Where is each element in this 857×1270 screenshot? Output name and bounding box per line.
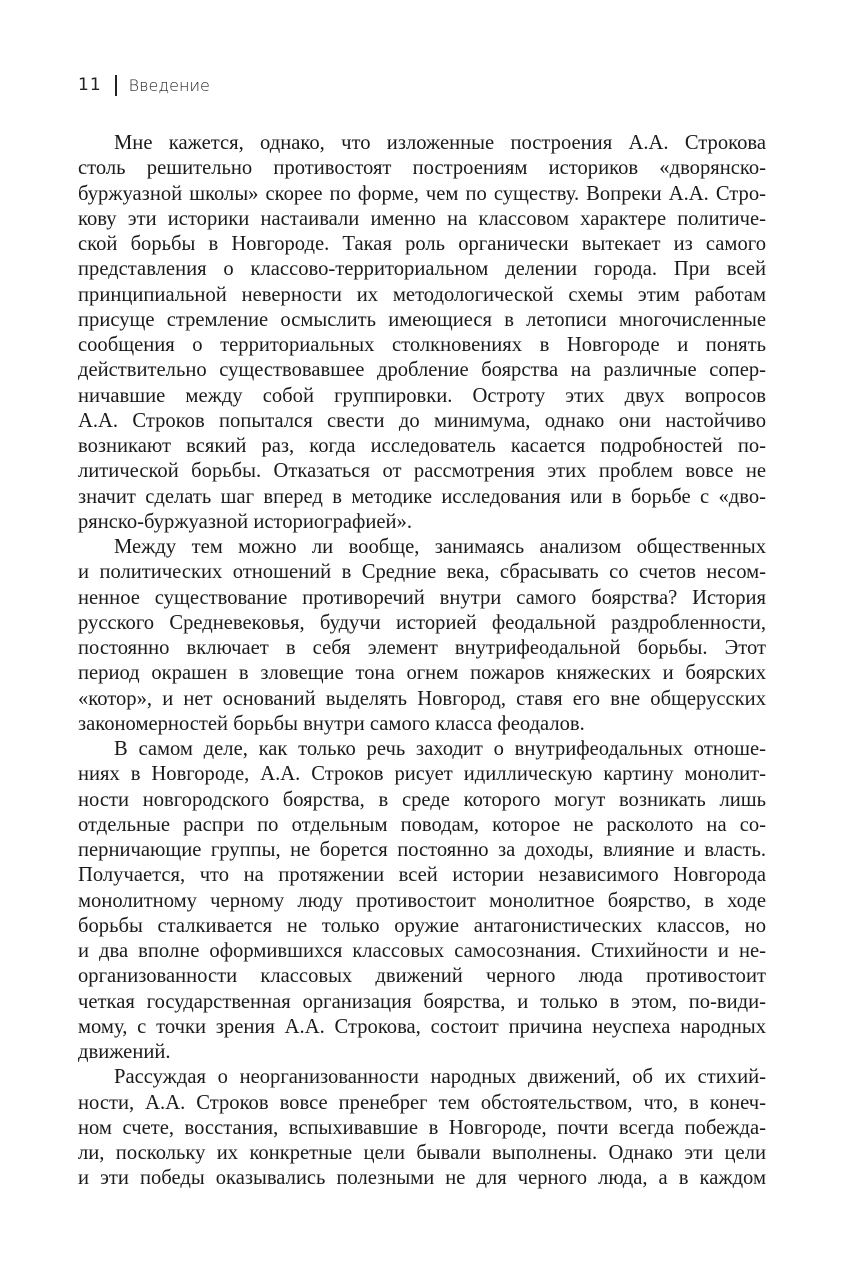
text-line: ненное существование противоречий внутри самого боярства? История xyxy=(78,586,766,609)
text-line: значит сделать шаг вперед в методике исследования или в борьбе с «дво- xyxy=(78,485,766,508)
paragraph xyxy=(78,1065,766,1191)
text-line: ниях в Новгороде, А.А. Строков рисует идиллическую картину монолит- xyxy=(78,763,766,786)
text-line: ничавшие между собой группировки. Остроту этих двух вопросов xyxy=(78,384,766,407)
text-line: закономерностей борьбы внутри самого класса феодалов. xyxy=(78,712,585,735)
text-line: и эти победы оказывались полезными не для черного люда, а в каждом xyxy=(78,1167,766,1190)
text-line: возникают всякий раз, когда исследователь касается подробностей по- xyxy=(78,435,766,457)
header-separator xyxy=(115,75,117,96)
text-line: действительно существовавшее дробление боярства на различные сопер- xyxy=(78,359,766,382)
text-line: ской борьбы в Новгороде. Такая роль органически вытекает из самого xyxy=(78,233,766,255)
text-line: монолитному черному люду противостоит монолитное боярство, в ходе xyxy=(78,889,766,912)
text-line: и политических отношений в Средние века, сбрасывать со счетов несом- xyxy=(78,561,766,584)
text-line: ности, А.А. Строков вовсе пренебрег тем обстоятельством, что, в конеч- xyxy=(78,1091,766,1114)
text-line: В самом деле, как только речь заходит о внутрифеодальных отноше- xyxy=(114,738,766,760)
text-line: ли, поскольку их конкретные цели бывали выполнены. Однако эти цели xyxy=(78,1142,766,1164)
paragraph xyxy=(78,737,766,1065)
text-line: движений. xyxy=(78,1041,171,1063)
section-title: Введение xyxy=(128,75,210,95)
paragraph xyxy=(78,535,766,737)
text-line: принципиальной неверности их методологической схемы этим работам xyxy=(78,283,766,306)
text-line: период окрашен в зловещие тона огнем пожаров княжеских и боярских xyxy=(78,662,766,685)
text-line: Мне кажется, однако, что изложенные построения А.А. Строкова xyxy=(114,132,766,154)
text-line: ном счете, восстания, вспыхивавшие в Новгороде, почти всегда побежда- xyxy=(78,1116,766,1139)
text-line: столь решительно противостоят построениям историков «дворянско- xyxy=(78,157,766,180)
text-line: А.А. Строков попытался свести до минимума, однако они настойчиво xyxy=(78,409,766,432)
text-line: представления о классово-территориальном делении города. При всей xyxy=(78,258,766,281)
text-line: кову эти историки настаивали именно на классовом характере политиче- xyxy=(78,207,766,230)
page-number: 11 xyxy=(78,75,102,95)
text-line: сообщения о территориальных столкновениях в Новгороде и понять xyxy=(78,334,766,356)
text-line: отдельные распри по отдельным поводам, которое не расколото на со- xyxy=(78,813,766,836)
text-line: ности новгородского боярства, в среде которого могут возникать лишь xyxy=(78,788,766,811)
text-line: буржуазной школы» скорее по форме, чем по существу. Вопреки А.А. Стро- xyxy=(78,182,766,205)
text-line: организованности классовых движений черного люда противостоит xyxy=(78,965,766,988)
running-head xyxy=(78,72,210,98)
text-line: Рассуждая о неорганизованности народных движений, об их стихий- xyxy=(114,1066,766,1089)
paragraph xyxy=(78,131,766,535)
body-text xyxy=(78,131,766,1192)
text-line: и два вполне оформившихся классовых самосознания. Стихийности и не- xyxy=(78,940,766,962)
text-line: рянско-буржуазной историографией». xyxy=(78,510,413,533)
text-line: борьбы сталкивается не только оружие антагонистических классов, но xyxy=(78,914,766,937)
text-line: Получается, что на протяжении всей истории независимого Новгорода xyxy=(78,864,766,887)
text-line: мому, с точки зрения А.А. Строкова, состоит причина неуспеха народных xyxy=(78,1015,766,1038)
text-line: Между тем можно ли вообще, занимаясь анализом общественных xyxy=(114,536,766,558)
text-line: перничающие группы, не борется постоянно за доходы, влияние и власть. xyxy=(78,839,766,861)
text-line: присуще стремление осмыслить имеющиеся в летописи многочисленные xyxy=(78,308,766,331)
text-line: постоянно включает в себя элемент внутрифеодальной борьбы. Этот xyxy=(78,637,766,659)
text-line: четкая государственная организация боярства, и только в этом, по-види- xyxy=(78,990,766,1013)
text-line: литической борьбы. Отказаться от рассмотрения этих проблем вовсе не xyxy=(78,460,766,483)
text-line: «котор», и нет оснований выделять Новгород, ставя его вне общерусских xyxy=(78,687,766,710)
text-line: русского Средневековья, будучи историей феодальной раздробленности, xyxy=(78,611,766,634)
